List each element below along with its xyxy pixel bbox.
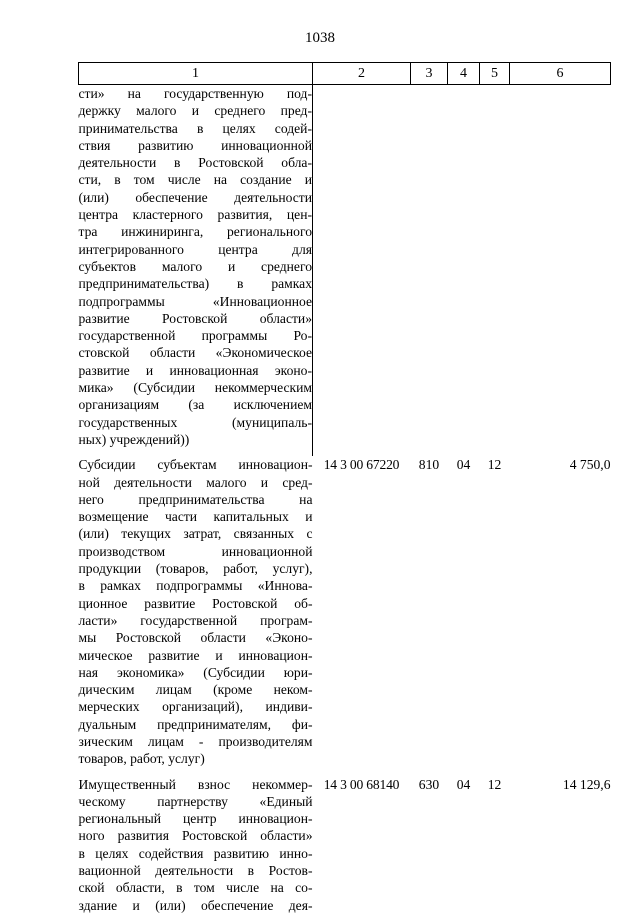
description-line: ная экономика» (Субсидии юри-: [78, 664, 313, 680]
description-line: мика» (Субсидии некоммерческим: [78, 380, 312, 396]
description-line: него предпринимательства на: [78, 491, 313, 507]
description-line: дуальным предпринимателям, фи-: [78, 716, 313, 732]
description-line: подпрограммы «Инновационное: [78, 293, 312, 309]
row-pr: [480, 85, 510, 457]
row-rz: 04: [456, 776, 471, 792]
description-line: мерческих организаций), индиви-: [78, 699, 313, 715]
row-amount: 4 750,0: [569, 457, 611, 473]
description-line: зическим лицам - производителям: [78, 733, 313, 749]
header-row: [79, 63, 611, 85]
description-line: принимательства в целях содей-: [78, 120, 312, 136]
description-line: ных) учреждений)): [78, 431, 190, 447]
column-header: 1: [79, 63, 313, 85]
description-line: предпринимательства) в рамках: [78, 276, 312, 292]
row-description: [79, 85, 313, 457]
description-line: в целях содействия развитию инно-: [78, 845, 313, 861]
description-line: центра кластерного развития, цен-: [78, 207, 312, 223]
description-line: тра инжиниринга, регионального: [78, 224, 312, 240]
description-line: ческому партнерству «Единый: [78, 793, 313, 809]
column-header: 2: [313, 63, 411, 85]
description-line: развитие Ростовской области»: [78, 310, 312, 326]
description-line: (или) текущих затрат, связанных с: [78, 526, 313, 542]
row-vr: 810: [418, 457, 440, 473]
description-line: ласти» государственной програм-: [78, 612, 313, 628]
description-line: ствия развитию инновационной: [78, 137, 312, 153]
description-line: организациям (за исключением: [78, 397, 312, 413]
row-pr: 12: [487, 776, 502, 792]
row-code: 14 3 00 68140: [323, 776, 400, 792]
description-line: дическим лицам (кроме неком-: [78, 682, 313, 698]
description-line: развитие и инновационная эконо-: [78, 362, 312, 378]
description-line: продукции (товаров, работ, услуг),: [78, 561, 313, 577]
description-line: сти, в том числе на создание и: [78, 172, 312, 188]
column-header: 5: [480, 63, 510, 85]
description-line: ционное развитие Ростовской об-: [78, 595, 313, 611]
description-line: в рамках подпрограммы «Иннова-: [78, 578, 313, 594]
column-header: 6: [510, 63, 611, 85]
description-line: интегрированного центра для: [78, 241, 312, 257]
row-code: 14 3 00 67220: [323, 457, 400, 473]
description-line: стовской области «Экономическое: [78, 345, 312, 361]
description-line: Субсидии субъектам инновацион-: [78, 457, 313, 473]
table-row: [79, 85, 611, 457]
description-line: деятельности в Ростовской обла-: [78, 155, 312, 171]
row-description: [79, 456, 313, 775]
row-rz: 04: [456, 457, 471, 473]
description-line: мы Ростовской области «Эконо-: [78, 630, 313, 646]
description-line: государственных (муниципаль-: [78, 414, 312, 430]
description-line: сти» на государственную под-: [78, 86, 312, 101]
column-header: 3: [411, 63, 448, 85]
description-line: производством инновационной: [78, 543, 313, 559]
row-code: [313, 85, 411, 457]
description-line: мическое развитие и инновацион-: [78, 647, 313, 663]
description-line: субъектов малого и среднего: [78, 258, 312, 274]
row-amount: 14 129,6: [562, 776, 611, 792]
description-line: ного развития Ростовской области»: [78, 828, 313, 844]
row-vr: 630: [418, 776, 440, 792]
description-line: Имущественный взнос некоммер-: [78, 776, 313, 792]
description-line: вационной деятельности в Ростов-: [78, 863, 313, 879]
row-pr: 12: [487, 457, 502, 473]
table-row: [79, 456, 611, 775]
column-header: 4: [448, 63, 480, 85]
row-amount: [510, 85, 611, 457]
description-line: товаров, работ, услуг): [78, 751, 205, 767]
row-vr: [411, 85, 448, 457]
description-line: региональный центр инновацион-: [78, 811, 313, 827]
description-line: держку малого и среднего пред-: [78, 103, 312, 119]
description-line: ной деятельности малого и сред-: [78, 474, 313, 490]
description-line: (или) обеспечение деятельности: [78, 189, 312, 205]
description-line: здание и (или) обеспечение дея-: [78, 897, 313, 913]
row-rz: [448, 85, 480, 457]
row-description: [79, 776, 313, 914]
table-row: [79, 776, 611, 914]
budget-table: [78, 62, 611, 914]
description-line: государственной программы Ро-: [78, 328, 312, 344]
page-number: 1038: [305, 30, 335, 46]
description-line: ской области, в том числе на со-: [78, 880, 313, 896]
description-line: возмещение части капитальных и: [78, 509, 313, 525]
